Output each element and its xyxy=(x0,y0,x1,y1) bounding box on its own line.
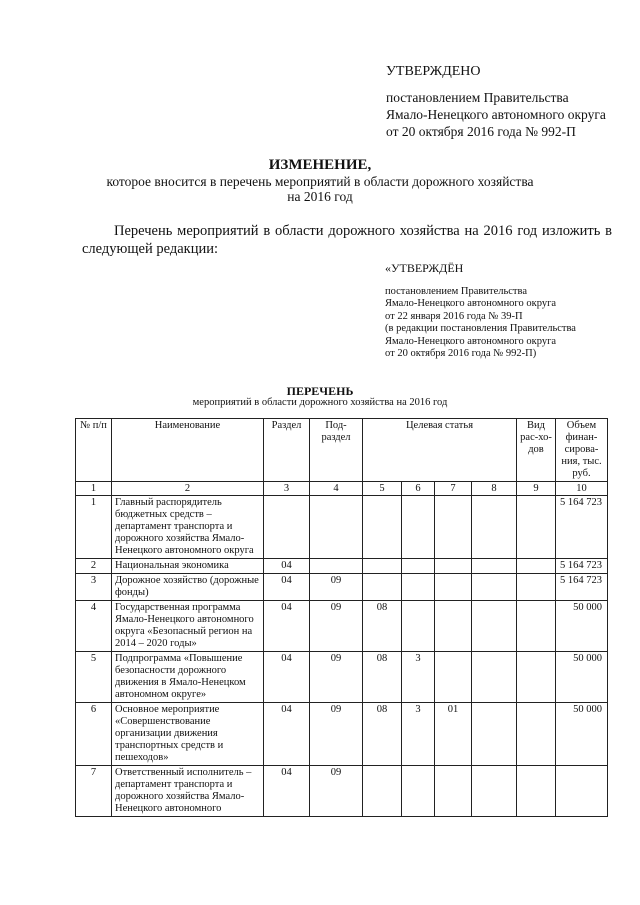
row-volume: 5 164 723 xyxy=(556,559,608,574)
approval-line-1: постановлением Правительства xyxy=(386,90,569,105)
row-section: 04 xyxy=(264,703,310,766)
row-target-extra xyxy=(472,652,517,703)
approval-block xyxy=(386,63,606,140)
column-number-row xyxy=(76,482,608,496)
approval-line-2: Ямало-Ненецкого автономного округа xyxy=(386,107,606,122)
row-volume xyxy=(556,766,608,817)
row-name: Главный распорядитель бюджетных средств – департамент транспорта и дорожного хозяйства Ямало-Ненецкого автономного округа xyxy=(112,496,264,559)
header-expense-type: Вид рас-хо-дов xyxy=(517,419,556,482)
column-number: 8 xyxy=(472,482,517,496)
row-measure xyxy=(435,559,472,574)
header-target: Целевая статья xyxy=(363,419,517,482)
row-number: 4 xyxy=(76,601,112,652)
row-subsection xyxy=(310,496,363,559)
row-program: 08 xyxy=(363,652,402,703)
row-subsection: 09 xyxy=(310,574,363,601)
row-expense-type xyxy=(517,703,556,766)
column-number: 6 xyxy=(402,482,435,496)
row-number: 7 xyxy=(76,766,112,817)
table-header-row xyxy=(76,419,608,482)
column-number: 3 xyxy=(264,482,310,496)
approval-block-2 xyxy=(385,262,576,361)
row-target-extra xyxy=(472,766,517,817)
subtitle-line-1: которое вносится в перечень мероприятий в области дорожного хозяйства xyxy=(106,174,534,189)
row-name: Дорожное хозяйство (дорожные фонды) xyxy=(112,574,264,601)
row-subsection: 09 xyxy=(310,652,363,703)
document-subtitle xyxy=(0,174,640,204)
approval-line-3: от 20 октября 2016 года № 992-П xyxy=(386,124,576,139)
row-measure xyxy=(435,652,472,703)
row-name: Ответственный исполнитель – департамент транспорта и дорожного хозяйства Ямало-Ненецкого автономного xyxy=(112,766,264,817)
document-title: ИЗМЕНЕНИЕ, xyxy=(268,157,372,173)
row-expense-type xyxy=(517,559,556,574)
row-number: 6 xyxy=(76,703,112,766)
row-target-extra xyxy=(472,559,517,574)
row-subprogram xyxy=(402,559,435,574)
row-expense-type xyxy=(517,601,556,652)
row-program: 08 xyxy=(363,703,402,766)
table-row xyxy=(76,766,608,817)
list-heading: ПЕРЕЧЕНЬ xyxy=(286,384,354,398)
row-program xyxy=(363,766,402,817)
row-measure xyxy=(435,574,472,601)
row-program: 08 xyxy=(363,601,402,652)
row-name: Подпрограмма «Повышение безопасности дорожного движения в Ямало-Ненецком автономном округе» xyxy=(112,652,264,703)
row-section: 04 xyxy=(264,601,310,652)
list-subtitle: мероприятий в области дорожного хозяйства на 2016 год xyxy=(192,397,448,408)
row-subsection: 09 xyxy=(310,601,363,652)
table-row xyxy=(76,601,608,652)
row-subprogram: 3 xyxy=(402,652,435,703)
approval2-line-5: Ямало-Ненецкого автономного округа xyxy=(385,335,557,347)
row-subsection xyxy=(310,559,363,574)
row-subprogram xyxy=(402,496,435,559)
row-subsection: 09 xyxy=(310,703,363,766)
column-number: 1 xyxy=(76,482,112,496)
row-name: Государственная программа Ямало-Ненецкого автономного округа «Безопасный регион на 2014 – 2020 годы» xyxy=(112,601,264,652)
row-name: Национальная экономика xyxy=(112,559,264,574)
approval2-line-2: Ямало-Ненецкого автономного округа xyxy=(385,298,557,309)
row-expense-type xyxy=(517,766,556,817)
intro-paragraph: Перечень мероприятий в области дорожного хозяйства на 2016 год изложить в следующей редакции: xyxy=(82,223,612,257)
row-expense-type xyxy=(517,496,556,559)
column-number: 10 xyxy=(556,482,608,496)
column-number: 2 xyxy=(112,482,264,496)
approval2-heading: «УТВЕРЖДЁН xyxy=(385,261,464,275)
approval-heading: УТВЕРЖДЕНО xyxy=(386,64,481,79)
row-subsection: 09 xyxy=(310,766,363,817)
row-expense-type xyxy=(517,574,556,601)
measures-table xyxy=(75,418,608,817)
row-volume: 50 000 xyxy=(556,652,608,703)
row-section: 04 xyxy=(264,559,310,574)
row-measure: 01 xyxy=(435,703,472,766)
table-row xyxy=(76,574,608,601)
approval2-line-3: от 22 января 2016 года № 39-П xyxy=(385,310,523,322)
row-target-extra xyxy=(472,703,517,766)
column-number: 7 xyxy=(435,482,472,496)
row-name: Основное мероприятие «Совершенствование организации движения транспортных средств и пешеходов» xyxy=(112,703,264,766)
column-number: 9 xyxy=(517,482,556,496)
row-section xyxy=(264,496,310,559)
table-row xyxy=(76,496,608,559)
approval2-line-4: (в редакции постановления Правительства xyxy=(385,323,576,334)
row-target-extra xyxy=(472,601,517,652)
row-measure xyxy=(435,496,472,559)
row-section: 04 xyxy=(264,574,310,601)
row-number: 1 xyxy=(76,496,112,559)
row-section: 04 xyxy=(264,766,310,817)
row-measure xyxy=(435,766,472,817)
table-row xyxy=(76,559,608,574)
row-number: 2 xyxy=(76,559,112,574)
row-target-extra xyxy=(472,574,517,601)
header-num: № п/п xyxy=(76,419,112,482)
row-volume: 5 164 723 xyxy=(556,574,608,601)
row-program xyxy=(363,496,402,559)
row-program xyxy=(363,559,402,574)
approval2-line-6: от 20 октября 2016 года № 992-П) xyxy=(385,348,537,359)
row-number: 5 xyxy=(76,652,112,703)
column-number: 5 xyxy=(363,482,402,496)
approval2-line-1: постановлением Правительства xyxy=(385,285,528,297)
row-volume: 5 164 723 xyxy=(556,496,608,559)
row-subprogram: 3 xyxy=(402,703,435,766)
row-subprogram xyxy=(402,574,435,601)
header-subsection: Под-раздел xyxy=(310,419,363,482)
table-row xyxy=(76,652,608,703)
header-section: Раздел xyxy=(264,419,310,482)
row-volume: 50 000 xyxy=(556,601,608,652)
table-row xyxy=(76,703,608,766)
header-volume: Объем финан-сирова-ния, тыс. руб. xyxy=(556,419,608,482)
row-expense-type xyxy=(517,652,556,703)
row-subprogram xyxy=(402,601,435,652)
column-number: 4 xyxy=(310,482,363,496)
header-name: Наименование xyxy=(112,419,264,482)
row-program xyxy=(363,574,402,601)
subtitle-line-2: на 2016 год xyxy=(287,189,353,204)
row-number: 3 xyxy=(76,574,112,601)
row-measure xyxy=(435,601,472,652)
row-volume: 50 000 xyxy=(556,703,608,766)
row-subprogram xyxy=(402,766,435,817)
row-target-extra xyxy=(472,496,517,559)
row-section: 04 xyxy=(264,652,310,703)
